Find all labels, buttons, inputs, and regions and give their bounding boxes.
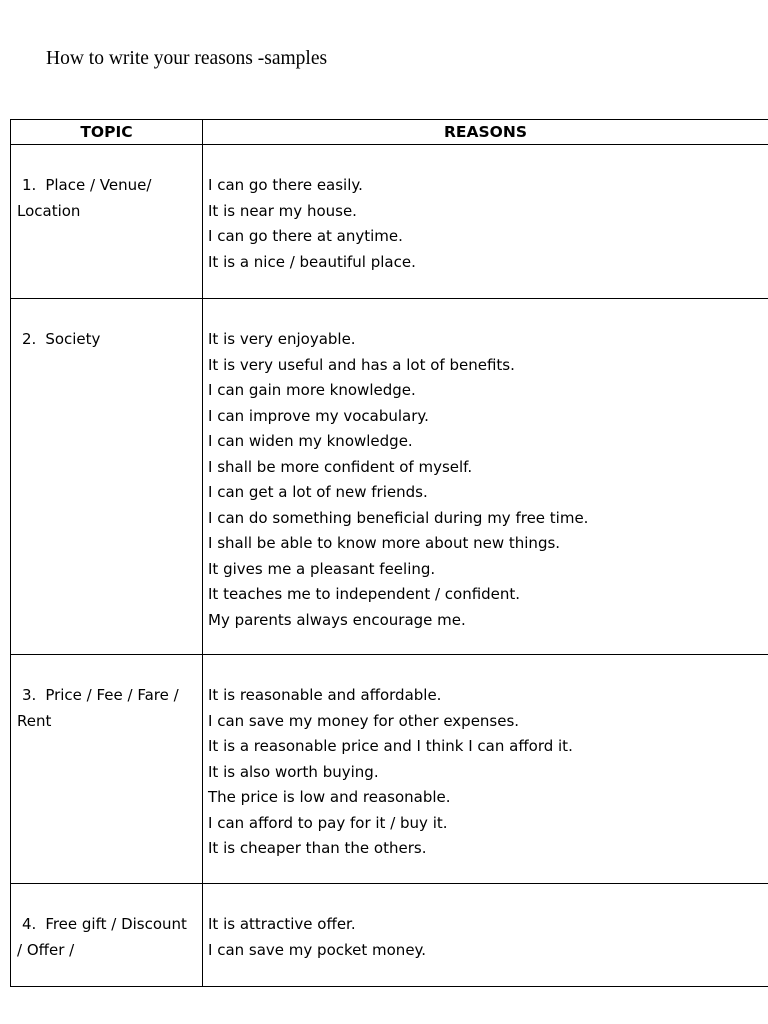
reasons-cell [203,299,768,655]
reason-line: It is a nice / beautiful place. [208,252,416,271]
topic-label: Price / Fee / Fare / Rent [17,686,179,730]
reasons-column-header: REASONS [203,120,768,145]
reason-line: It gives me a pleasant feeling. [208,559,436,578]
reason-line: I shall be able to know more about new things. [208,534,561,552]
reason-line: I can go there easily. [208,176,363,194]
table-row [11,145,768,299]
topic-cell [11,145,203,299]
topic-label: Place / Venue/ Location [17,176,152,220]
table-header-row [11,120,768,145]
reason-line: It is near my house. [208,201,357,220]
reason-line: I can save my pocket money. [208,940,427,959]
topic-cell [11,884,203,987]
topic-cell [11,299,203,655]
topic-column-header: TOPIC [11,120,203,145]
topic-text [17,912,196,963]
reason-line: I shall be more confident of myself. [208,457,473,476]
topic-text [17,683,196,734]
topic-number: 3. [22,686,37,704]
topic-number: 4. [22,915,37,933]
topic-label: Free gift / Discount / Offer / [17,915,187,959]
table-row [11,655,768,884]
reason-line: It is very enjoyable. [208,330,356,348]
topic-text [17,327,196,353]
reason-line: It is attractive offer. [208,915,356,933]
reasons-cell [203,884,768,987]
reason-line: The price is low and reasonable. [208,788,451,806]
reason-line: It is a reasonable price and I think I can afford it. [208,737,573,755]
topic-text [17,173,196,224]
reason-line: I can get a lot of new friends. [208,483,428,501]
table-body [11,145,768,987]
reason-line: I can afford to pay for it / buy it. [208,813,448,832]
reasons-cell [203,655,768,884]
reason-line: It is cheaper than the others. [208,839,427,857]
topic-number: 2. [22,330,37,348]
reason-line: It is reasonable and affordable. [208,686,442,704]
topic-cell [11,655,203,884]
reason-line: I can save my money for other expenses. [208,711,520,730]
reason-line: I can widen my knowledge. [208,432,413,450]
reason-line: It is also worth buying. [208,762,379,781]
reason-line: I can go there at anytime. [208,227,403,245]
reason-line: My parents always encourage me. [208,610,466,629]
reasons-cell [203,145,768,299]
reason-line: I can improve my vocabulary. [208,406,429,425]
reason-line: It is very useful and has a lot of benefits. [208,355,515,374]
page-title: How to write your reasons -samples [46,48,328,69]
reason-line: I can gain more knowledge. [208,381,416,399]
reasons-table [10,119,768,987]
topic-number: 1. [22,176,37,194]
topic-label: Society [45,330,101,348]
reason-line: It teaches me to independent / confident. [208,585,521,603]
reason-line: I can do something beneficial during my free time. [208,508,589,527]
table-row [11,884,768,987]
table-row [11,299,768,655]
